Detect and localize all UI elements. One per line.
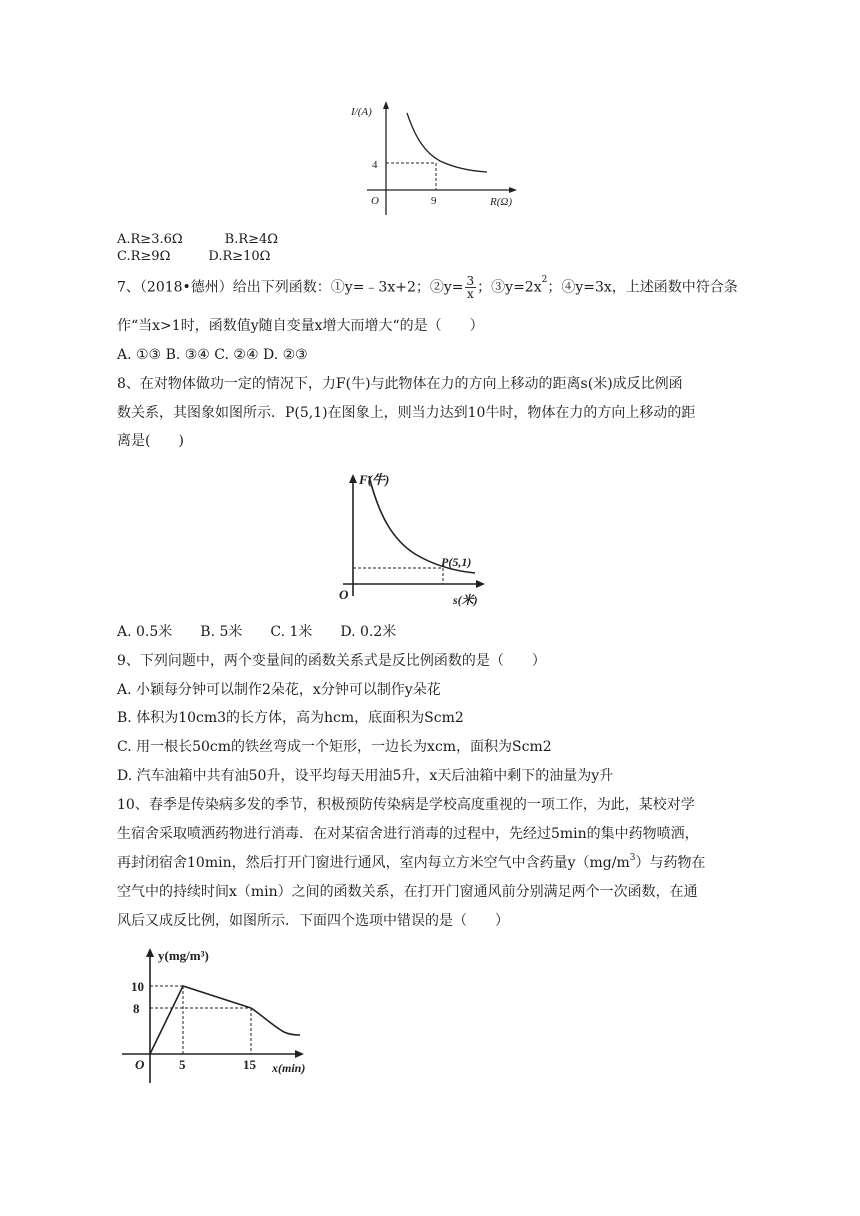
- q7-exponent: 2: [541, 275, 548, 285]
- x-axis-arrow: [476, 580, 485, 588]
- y-tick-8: 8: [133, 1001, 140, 1016]
- q8-line2: 数关系，其图象如图所示．P(5,1)在图象上，则当力达到10牛时，物体在力的方向上移动的距: [117, 405, 696, 421]
- q7-text-end: ；④y=3x，上述函数中符合条: [547, 279, 738, 296]
- point-p-label: P(5,1): [441, 555, 472, 569]
- q9-option-a: A. 小颖每分钟可以制作2朵花，x分钟可以制作y朵花: [117, 682, 441, 698]
- y-tick-10: 10: [131, 979, 144, 994]
- x-axis-arrow: [295, 1050, 304, 1058]
- x-axis-label: R(Ω): [490, 196, 512, 208]
- x-axis-label: x(min): [272, 1061, 306, 1075]
- x-axis-arrow: [509, 187, 517, 193]
- q6-options-row2: [117, 247, 270, 267]
- q6-option-d: D.R≥10Ω: [208, 249, 271, 264]
- x-tick-9: 9: [431, 195, 437, 207]
- q7-text-middle: ；③y=2x: [477, 279, 542, 296]
- figure-force-distance-graph: [335, 466, 495, 616]
- fraction-denominator: x: [466, 287, 474, 301]
- linear-segments: [150, 986, 251, 1054]
- q10-line3-start: 再封闭宿舍10min，然后打开门窗进行通风，室内每立方米空气中含药量y（mg/m: [117, 855, 630, 871]
- q10-line1: 10、春季是传染病多发的季节，积极预防传染病是学校高度重视的一项工作，为此，某校对学: [117, 797, 695, 813]
- q10-line2: 生宿舍采取喷洒药物进行消毒．在对某宿舍进行消毒的过程中，先经过5min的集中药物喷洒，: [117, 826, 699, 842]
- q9-option-d: D. 汽车油箱中共有油50升，设平均每天用油5升，x天后油箱中剩下的油量为y升: [117, 768, 614, 784]
- inverse-curve: [251, 1008, 300, 1035]
- q6-option-b: B.R≥4Ω: [224, 232, 279, 247]
- q8-options: A. 0.5米 B. 5米 C. 1米 D. 0.2米: [117, 624, 397, 640]
- origin-label: O: [339, 587, 349, 602]
- origin-label: O: [135, 1057, 145, 1072]
- q9-stem: 9、下列问题中，两个变量间的函数关系式是反比例函数的是（ ）: [117, 653, 546, 669]
- y-axis-label: F(牛): [359, 472, 390, 487]
- x-axis-label: s(米): [453, 593, 478, 607]
- q10-line5: 风后又成反比例，如图所示．下面四个选项中错误的是（ ）: [117, 913, 509, 929]
- q8-line1: 8、在对物体做功一定的情况下，力F(牛)与此物体在力的方向上移动的距离s(米)成反比例函: [117, 376, 683, 392]
- q7-options: A. ①③ B. ③④ C. ②④ D. ②③: [117, 347, 308, 363]
- q7-line2: 作“当x>1时，函数值y随自变量x增大而增大“的是（ ）: [117, 318, 484, 334]
- q9-option-c: C. 用一根长50cm的铁丝弯成一个矩形，一边长为xcm，面积为Scm2: [117, 739, 552, 755]
- q8-line3: 离是( ): [117, 433, 184, 449]
- figure-current-resistance-graph: [345, 95, 535, 225]
- figure-drug-concentration-graph: [118, 938, 328, 1088]
- fraction-numerator: 3: [466, 274, 475, 288]
- q7-fraction: [465, 275, 477, 300]
- q10-line3-end: ）与药物在: [635, 855, 706, 871]
- q6-option-a: A.R≥3.6Ω: [117, 232, 183, 247]
- q9-option-b: B. 体积为10cm3的长方体，高为hcm，底面积为Scm2: [117, 710, 464, 726]
- y-tick-4: 4: [372, 159, 378, 171]
- origin-label: O: [371, 195, 379, 207]
- y-axis-arrow: [146, 948, 154, 957]
- q10-line3-exponent: 3: [629, 853, 636, 863]
- q10-line4: 空气中的持续时间x（min）之间的函数关系，在打开门窗通风前分别满足两个一次函数，在通: [117, 884, 698, 900]
- y-axis-label: I/(A): [351, 106, 372, 118]
- q10-line3: [117, 853, 705, 873]
- q6-option-c: C.R≥9Ω: [117, 249, 171, 264]
- q7-text-start: 7、（2018•德州）给出下列函数：①y=﹣3x+2；②y=: [117, 279, 464, 296]
- x-tick-15: 15: [243, 1057, 256, 1072]
- y-axis-arrow: [349, 474, 357, 483]
- y-axis-arrow: [383, 101, 389, 109]
- y-axis-label: y(mg/m³): [158, 948, 209, 963]
- q7-line1: [117, 275, 738, 300]
- x-tick-5: 5: [179, 1057, 186, 1072]
